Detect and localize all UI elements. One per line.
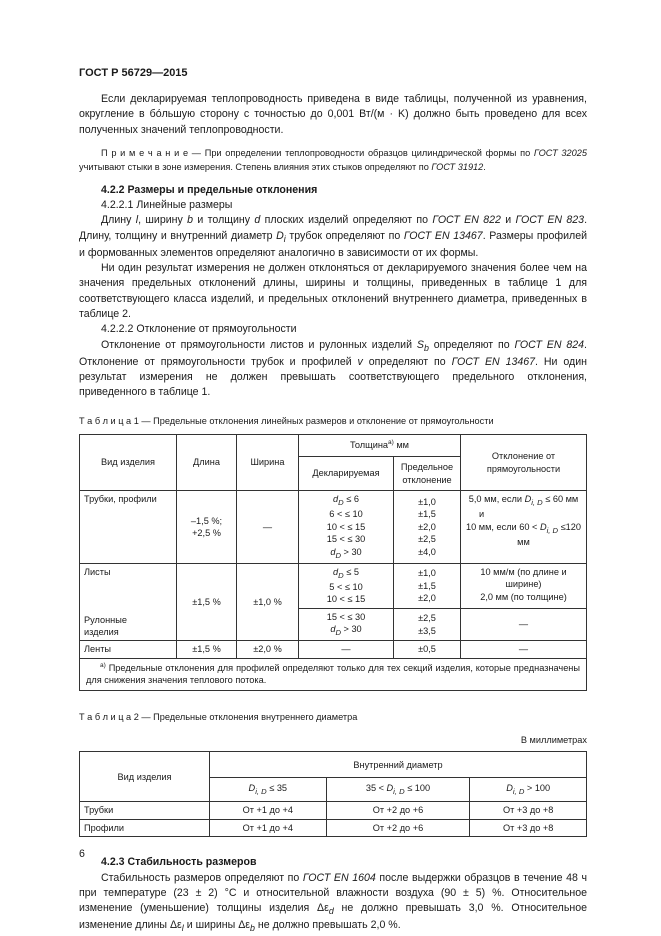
t1-header-declared: Декларируемая [299, 457, 394, 491]
t1-row-rolls [80, 608, 587, 641]
t1-sheets-declared: $d_D \le 5$ 5 < ≤ 10 10 < ≤ 15 [299, 563, 394, 608]
table-1 [79, 434, 587, 691]
t2-header-c1: $D_{i, D} \le 35$ [210, 778, 327, 802]
t2-row-profiles: Профили От +1 до +4 От +2 до +6 От +3 до +8 [80, 819, 587, 836]
section-4-2-2-heading: 4.2.2 Размеры и предельные отклонения [101, 183, 318, 196]
t1-row-tubes [80, 491, 587, 564]
t1-tapes-limit: ±0,5 [394, 641, 461, 658]
section-4-2-3-heading: 4.2.3 Стабильность размеров [101, 856, 257, 869]
t1-sheets-type: Листы [80, 563, 177, 608]
t1-tapes-declared: — [299, 641, 394, 658]
t2-header-type: Вид изделия [80, 752, 210, 802]
t1-header-type: Вид изделия [80, 435, 177, 491]
table2-units: В миллиметрах [520, 735, 587, 746]
t1-header-rect: Отклонение от прямоугольности [461, 435, 587, 491]
t1-tapes-rect: — [461, 641, 587, 658]
t2-header-diameter: Внутренний диаметр [210, 752, 587, 778]
t1-sheets-limit: ±1,0 ±1,5 ±2,0 [394, 563, 461, 608]
note-label: П р и м е ч а н и е [101, 148, 189, 159]
page-header: ГОСТ Р 56729—2015 [79, 67, 188, 79]
t1-sheets-rect: 10 мм/м (по длине и ширине) 2,0 мм (по толщине) [461, 563, 587, 608]
table2-caption: Т а б л и ц а 2 — Предельные отклонения внутреннего диаметра [79, 711, 358, 722]
t1-tubes-rect: 5,0 мм, если $D_{i, D} \le 60$ мм и 10 мм, если $60 < D_{i, D} \le 120$ мм [461, 491, 587, 564]
t2-header-c3: $D_{i, D} > 100$ [470, 778, 587, 802]
paragraph-linear: Длину l, ширину b и толщину d плоских изделий определяют по ГОСТ EN 822 и ГОСТ EN 823. Длину, толщину и внутренний диаметр $D_i$ трубок определяют по ГОСТ EN 13467. Размеры профилей и формованных элементов определяют аналогично в зависимости от их формы. [79, 214, 588, 259]
t1-tubes-type: Трубки, профили [80, 491, 177, 564]
t2-header-c2: $35 < D_{i, D} \le 100$ [326, 778, 470, 802]
note-ref-2: ГОСТ 31912 [431, 161, 484, 172]
t1-tubes-limit: ±1,0 ±1,5 ±2,0 ±2,5 ±4,0 [394, 491, 461, 564]
t1-tapes-type: Ленты [80, 641, 177, 658]
t1-tapes-width: ±2,0 % [237, 641, 299, 658]
section-4-2-2-2-title: 4.2.2.2 Отклонение от прямоугольности [101, 323, 297, 336]
t1-rolls-declared: 15 < ≤ 30 $d_D > 30$ [299, 608, 394, 641]
t1-tubes-declared: $d_D \le 6$ 6 < ≤ 10 10 < ≤ 15 15 < ≤ 30 $d_D > 30$ [299, 491, 394, 564]
t1-footnote: $^{а)}$ Предельные отклонения для профилей определяют только для тех секций изделия, которые предназначены для снижения значения теплового потока. [80, 658, 587, 690]
section-4-2-2-1-title: 4.2.2.1 Линейные размеры [101, 199, 233, 212]
note: П р и м е ч а н и е — При определении теплопроводности образцов цилиндрической формы по ГОСТ 32025 учитывают стыки в зоне измерения. Степень влияния этих стыков определяют по ГОСТ 31912. [79, 148, 587, 172]
t1-sheets-length: ±1,5 % [177, 563, 237, 641]
t1-row-tapes [80, 641, 587, 658]
t1-rolls-type: Рулонные изделия [80, 608, 177, 641]
paragraph-stability: Стабильность размеров определяют по ГОСТ EN 1604 после выдержки образцов в течение 48 ч при температуре (23 ± 2) °С и относительной влажности воздуха (90 ± 5) %. Относительное изменение (уменьшение) толщины изделия $\Delta\varepsilon_d$ не должно превышать 3,0 %. Относительное изменение длины $\Delta\varepsilon_l$ и ширины $\Delta\varepsilon_b$ не должно превышать 2,0 %. [79, 871, 588, 934]
t1-sheets-width: ±1,0 % [237, 563, 299, 641]
t1-row-sheets [80, 563, 587, 608]
t1-header-length: Длина [177, 435, 237, 491]
t1-tubes-length: –1,5 %; +2,5 % [177, 491, 237, 564]
paragraph-rounding: Если декларируемая теплопроводность приведена в виде таблицы, полученной из уравнения, округление в бо́льшую сторону с точностью до 0,001 Вт/(м · K) должно быть проведено для всех полученных значений теплопроводности. [79, 93, 587, 136]
t1-tubes-width: — [237, 491, 299, 564]
t1-tapes-length: ±1,5 % [177, 641, 237, 658]
t1-rolls-limit: ±2,5 ±3,5 [394, 608, 461, 641]
page-content [79, 92, 587, 935]
page-number: 6 [79, 848, 85, 860]
t2-row-tubes: Трубки От +1 до +4 От +2 до +6 От +3 до +8 [80, 802, 587, 819]
t1-header-width: Ширина [237, 435, 299, 491]
t1-header-limit: Предельное отклонение [394, 457, 461, 491]
paragraph-deviation: Ни один результат измерения не должен отклоняться от декларируемого значения более чем на значения предельных отклонений длины, ширины и толщины, приведенных в таблице 1 для соответствующего класса изделий, и предельных отклонений внутреннего диаметра, приведенных в таблице 2. [79, 262, 587, 321]
table-2 [79, 751, 587, 837]
t1-header-thickness: Толщина$^{а)}$ мм [299, 435, 461, 457]
note-ref-1: ГОСТ 32025 [533, 148, 587, 159]
t1-rolls-rect: — [461, 608, 587, 641]
paragraph-rectangularity: Отклонение от прямоугольности листов и рулонных изделий $S_b$ определяют по ГОСТ EN 824. Отклонение от прямоугольности трубок и профилей v определяют по ГОСТ EN 13467. Ни один результат измерения не должен превышать соответствующего предельного отклонения, приведенного в таблице 1. [79, 338, 587, 399]
table1-caption: Т а б л и ц а 1 — Предельные отклонения линейных размеров и отклонение от прямоугольности [79, 415, 494, 426]
